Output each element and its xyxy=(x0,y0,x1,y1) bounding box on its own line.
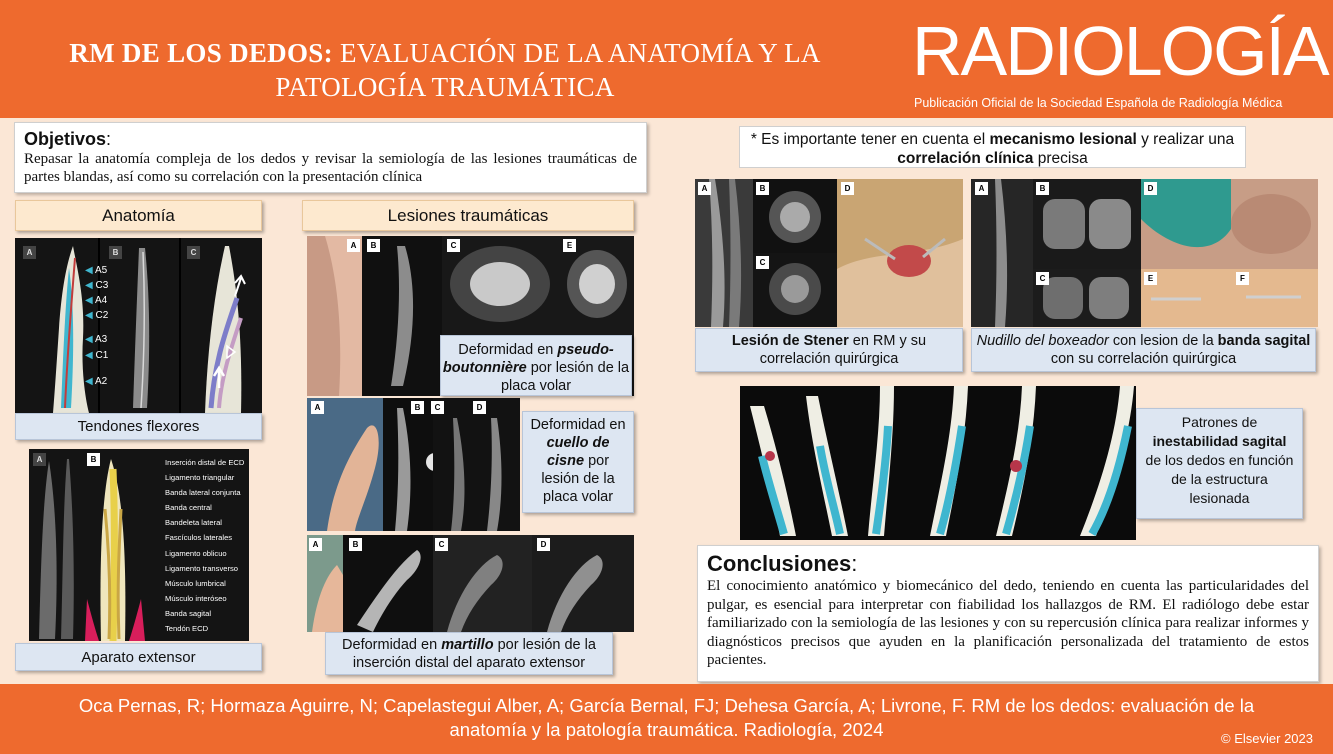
extensor-label: Ligamento transverso xyxy=(165,563,239,573)
panel-letter: F xyxy=(1236,272,1249,285)
panel-letter: D xyxy=(537,538,550,551)
boxer-caption: Nudillo del boxeador con lesion de la banda sagital con su correlación quirúrgica xyxy=(971,328,1316,372)
extensor-label: Músculo lumbrical xyxy=(165,578,226,588)
panel-letter: D xyxy=(473,401,486,414)
extensor-label: Tendón ECD xyxy=(165,624,209,634)
panel-letter: B xyxy=(109,246,122,259)
panel-letter: D xyxy=(1144,182,1157,195)
pulley-label: C3 xyxy=(95,280,109,291)
title-rest: EVALUACIÓN DE LA ANATOMÍA Y LA PATOLOGÍA TRAUMÁTICA xyxy=(275,38,821,102)
extensor-label: Ligamento triangular xyxy=(165,473,235,483)
mechanism-note: * Es importante tener en cuenta el mecanismo lesional y realizar una correlación clínica precisa xyxy=(739,126,1246,168)
pulley-label: A3 xyxy=(94,334,108,345)
conclusiones-heading: Conclusiones xyxy=(707,551,852,576)
swan-neck-term: cuello de cisne xyxy=(546,435,610,469)
pulley-label: A4 xyxy=(94,295,108,306)
extensor-label: Banda lateral conjunta xyxy=(165,488,241,498)
mallet-caption: Deformidad en martillo por lesión de la inserción distal del aparato extensor xyxy=(325,632,613,675)
boxer-term: Nudillo del boxeador xyxy=(976,333,1109,349)
mallet-term: martillo xyxy=(441,637,494,653)
swan-neck-images xyxy=(307,398,520,531)
panel-letter: D xyxy=(841,182,854,195)
panel-letter: B xyxy=(87,453,100,466)
stener-figure xyxy=(695,179,963,327)
objetivos-text: Repasar la anatomía compleja de los dedos y revisar la semiología de las lesiones traumáticas de partes blandas, así como su correlación con la presentación clínica xyxy=(24,151,637,185)
journal-subtitle: Publicación Oficial de la Sociedad Española de Radiología Médica xyxy=(914,96,1283,110)
panel-letter: A xyxy=(33,453,46,466)
panel-letter: B xyxy=(367,239,380,252)
stener-term: Lesión de Stener xyxy=(731,333,849,349)
panel-letter: C xyxy=(187,246,200,259)
extensor-label: Fascículos laterales xyxy=(165,533,233,543)
panel-letter: B xyxy=(411,401,424,414)
title-bold: RM DE LOS DEDOS: xyxy=(69,38,333,68)
swan-neck-figure xyxy=(307,398,520,531)
objetivos-box: Objetivos: Repasar la anatomía compleja de los dedos y revisar la semiología de las lesiones traumáticas de partes blandas, así como su correlación con la presentación clínica xyxy=(14,122,647,193)
note-bold-correlacion: correlación clínica xyxy=(897,150,1034,167)
inestabilidad-term: inestabilidad sagital xyxy=(1152,433,1287,449)
stener-caption: Lesión de Stener en RM y su correlación quirúrgica xyxy=(695,328,963,372)
swan-neck-caption: Deformidad en cuello de cisne por lesión de la placa volar xyxy=(522,411,634,513)
panel-letter: C xyxy=(447,239,460,252)
panel-letter: A xyxy=(347,239,360,252)
citation: Oca Pernas, R; Hormaza Aguirre, N; Capelastegui Alber, A; García Bernal, FJ; Dehesa García, A; Livrone, F. RM de los dedos: evaluación de la anatomía y la patología traumática. Radiología, 2024 xyxy=(78,695,1255,740)
mallet-finger-figure xyxy=(307,535,634,632)
lesiones-heading: Lesiones traumáticas xyxy=(302,200,634,231)
stener-images xyxy=(695,179,963,327)
panel-letter: A xyxy=(309,538,322,551)
panel-letter: C xyxy=(435,538,448,551)
journal-logo: RADIOLOGÍA xyxy=(912,12,1328,90)
flexor-caption: Tendones flexores xyxy=(15,413,262,440)
extensor-label: Músculo interóseo xyxy=(165,593,227,603)
panel-letter: B xyxy=(1036,182,1049,195)
sagital-band-term: banda sagital xyxy=(1217,333,1311,349)
conclusiones-text: El conocimiento anatómico y biomecánico del dedo, teniendo en cuenta las particularidades del pulgar, es esencial para interpretar con fiabilidad los hallazgos de RM. El radiólogo debe estar familiarizado con la semiología de las lesiones y con su repercusión clínica para realizar informes y diagnósticos precisos que ayuden en la planificación personalizada del tratamiento de estos pacientes. xyxy=(707,578,1309,668)
extensor-label: Ligamento oblicuo xyxy=(165,548,227,558)
finger-patterns-illustration xyxy=(740,386,1136,540)
sagittal-instability-figure xyxy=(740,386,1136,540)
extensor-label: Banda sagital xyxy=(165,608,212,618)
poster-title xyxy=(40,36,850,104)
copyright: © Elsevier 2023 xyxy=(1221,731,1313,746)
panel-letter: B xyxy=(756,182,769,195)
patrones-caption: Patrones de inestabilidad sagital de los dedos en función de la estructura lesionada xyxy=(1136,408,1303,519)
pulley-label: A5 xyxy=(94,265,108,276)
panel-letter: B xyxy=(349,538,362,551)
panel-letter: A xyxy=(23,246,36,259)
panel-letter: C xyxy=(1036,272,1049,285)
pulley-label: C1 xyxy=(95,350,109,361)
extensor-label: Inserción distal de ECD xyxy=(165,458,245,467)
flexor-tendons-figure: A B C ◀ A5 ◀ C3 ◀ A4 ◀ C2 ◀ A3 ◀ C1 ◀ A2 xyxy=(15,238,262,413)
objetivos-heading: Objetivos xyxy=(24,129,107,149)
panel-letter: C xyxy=(756,256,769,269)
pulley-label: A2 xyxy=(94,376,108,387)
extensor-apparatus-figure xyxy=(29,449,249,641)
panel-letter: C xyxy=(431,401,444,414)
panel-letter: A xyxy=(698,182,711,195)
panel-letter: E xyxy=(1144,272,1157,285)
boxer-knuckle-images xyxy=(971,179,1318,327)
extensor-caption: Aparato extensor xyxy=(15,643,262,671)
boxer-knuckle-figure xyxy=(971,179,1318,327)
anatomia-heading: Anatomía xyxy=(15,200,262,231)
extensor-label: Banda central xyxy=(165,503,212,513)
pseudo-boutonniere-caption: Deformidad en pseudo-boutonnière por lesión de la placa volar xyxy=(440,335,632,396)
panel-letter: E xyxy=(563,239,576,252)
extensor-label: Bandeleta lateral xyxy=(165,518,222,528)
note-bold-mecanismo: mecanismo lesional xyxy=(989,131,1137,148)
panel-letter: A xyxy=(311,401,324,414)
conclusiones-box: Conclusiones: El conocimiento anatómico y biomecánico del dedo, teniendo en cuenta las particularidades del pulgar, es esencial para interpretar con fiabilidad los hallazgos de RM. El radiólogo debe estar familiarizado con la semiología de las lesiones y con su repercusión clínica para realizar informes y diagnósticos precisos que ayuden en la planificación personalizada del tratamiento de estos pacientes. xyxy=(697,545,1319,682)
pulley-label: C2 xyxy=(95,310,109,321)
panel-letter: A xyxy=(975,182,988,195)
pseudo-boutonniere-term: pseudo-boutonnière xyxy=(442,342,614,376)
flexor-tendons-illustration xyxy=(15,238,262,413)
